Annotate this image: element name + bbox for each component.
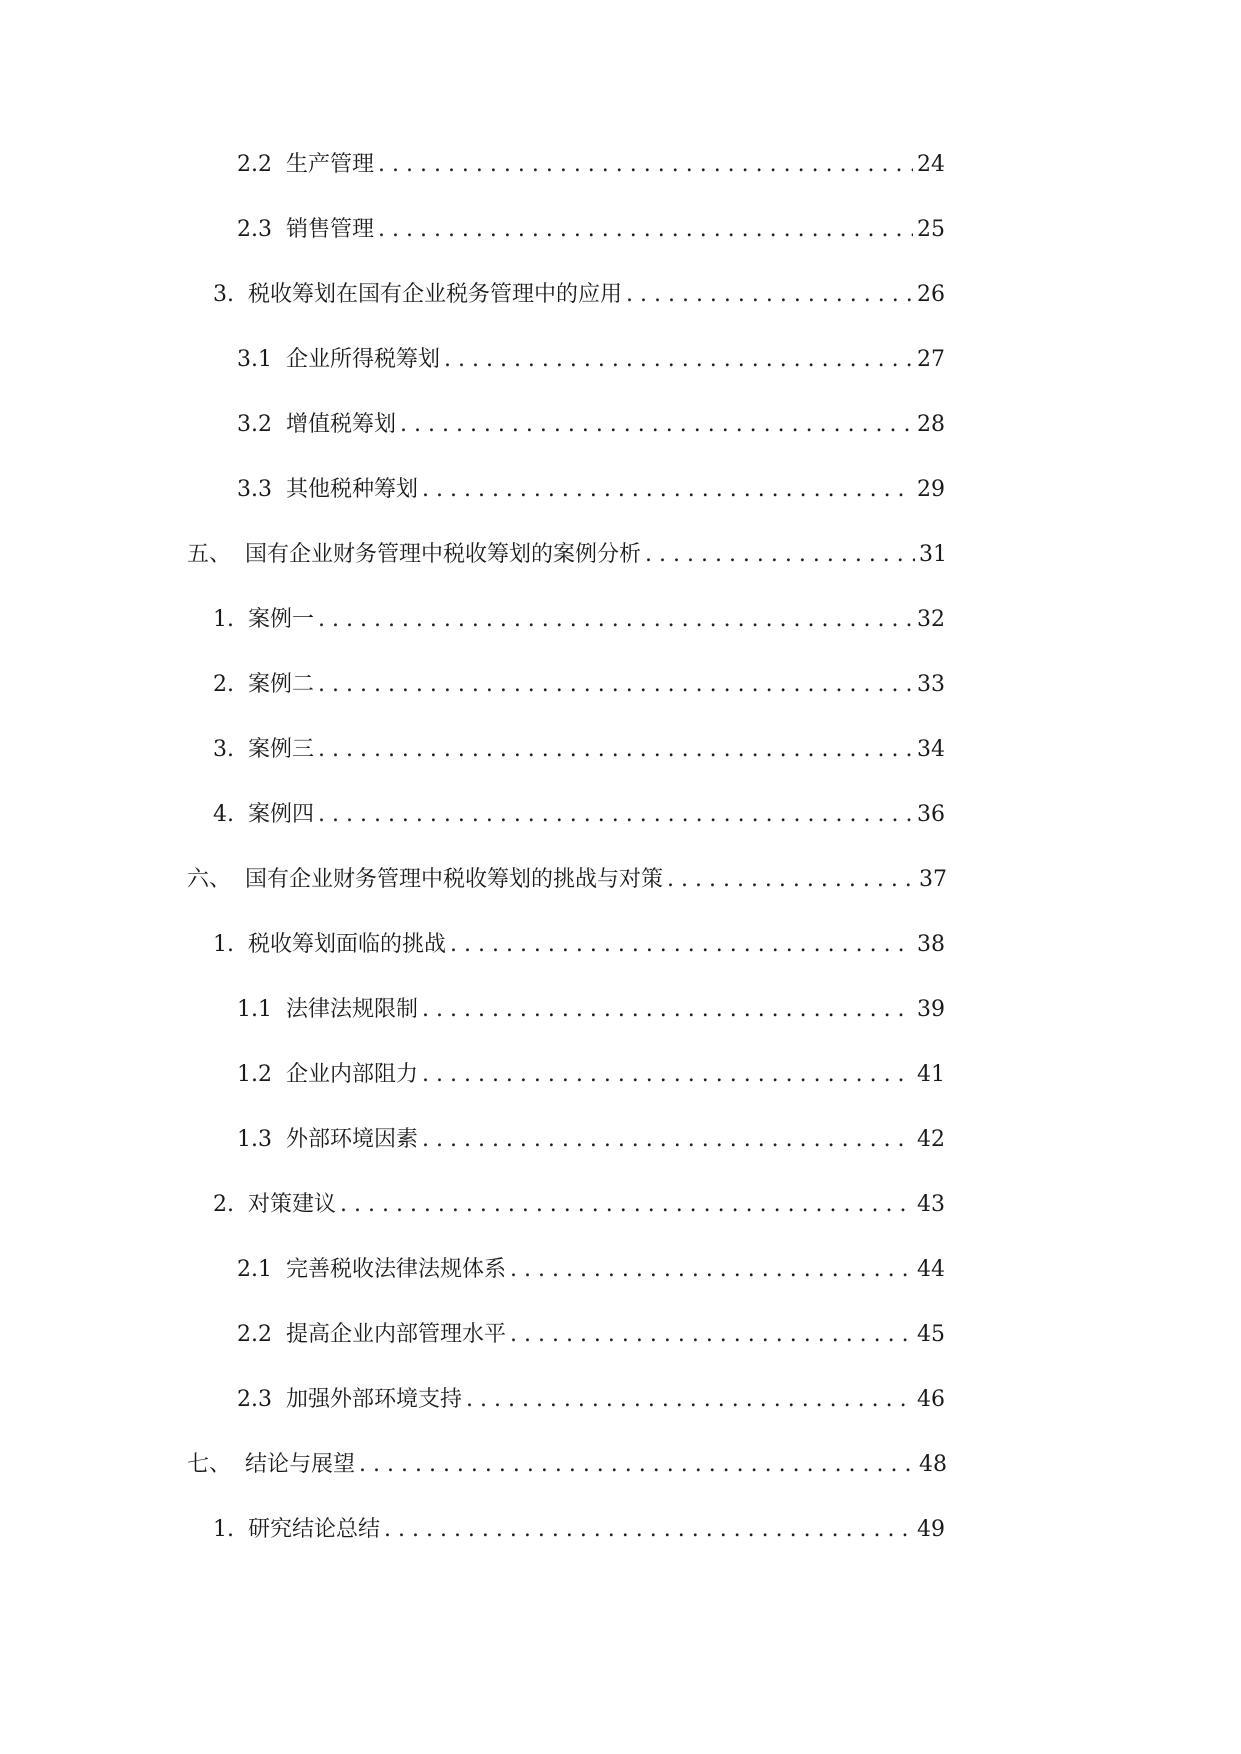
dot-leader [400,405,913,445]
toc-page-number: 38 [917,932,945,957]
toc-entry-case-4[interactable] [213,795,945,835]
toc-entry-title: 外部环境因素 [286,1127,419,1152]
toc-entry-2-3-external-support[interactable] [237,1380,945,1420]
toc-page-number: 34 [917,737,945,762]
toc-page-number: 43 [917,1192,945,1217]
toc-entry-number: 六、 [187,867,232,892]
toc-entry-title: 生产管理 [286,152,375,177]
toc-entry-title: 提高企业内部管理水平 [286,1322,507,1347]
toc-entry-title: 国有企业财务管理中税收筹划的案例分析 [245,542,642,567]
toc-entry-2-recommendations[interactable] [213,1185,945,1225]
toc-entry-number: 1. [213,1517,234,1542]
dot-leader [667,860,915,900]
dot-leader [378,145,913,185]
toc-entry-title: 企业所得税筹划 [286,347,441,372]
toc-entry-title: 对策建议 [248,1192,337,1217]
toc-entry-number: 2.3 [237,217,272,242]
toc-page-number: 41 [917,1062,945,1087]
toc-page-number: 28 [917,412,945,437]
toc-page-number: 39 [917,997,945,1022]
toc-entry-title: 税收筹划面临的挑战 [248,932,447,957]
toc-page-number: 46 [917,1387,945,1412]
toc-page-number: 31 [919,542,947,567]
toc-entry-title: 案例四 [248,802,315,827]
toc-entry-number: 1. [213,932,234,957]
toc-entry-number: 3.2 [237,412,272,437]
dot-leader [422,1120,913,1160]
toc-entry-number: 五、 [187,542,232,567]
toc-entry-title: 其他税种筹划 [286,477,419,502]
toc-entry-number: 2.1 [237,1257,272,1282]
toc-entry-title: 企业内部阻力 [286,1062,419,1087]
toc-page-number: 49 [917,1517,945,1542]
dot-leader [384,1510,913,1550]
toc-chapter-6-challenges-and-countermeasures[interactable] [187,860,947,900]
dot-leader [318,730,913,770]
dot-leader [318,665,913,705]
toc-page-number: 29 [917,477,945,502]
toc-page-number: 44 [917,1257,945,1282]
toc-entry-number: 1.3 [237,1127,272,1152]
toc-entry-title: 销售管理 [286,217,375,242]
dot-leader [444,340,913,380]
toc-entry-number: 3. [213,282,234,307]
toc-entry-3-1-corporate-income-tax[interactable] [237,340,945,380]
toc-entry-number: 2. [213,1192,234,1217]
toc-entry-2-1-improve-legal-system[interactable] [237,1250,945,1290]
toc-page-number: 27 [917,347,945,372]
toc-page-number: 32 [917,607,945,632]
toc-entry-3-tax-planning-application[interactable] [213,275,945,315]
toc-entry-title: 案例三 [248,737,315,762]
dot-leader [510,1250,913,1290]
toc-entry-1-1-legal-restrictions[interactable] [237,990,945,1030]
toc-entry-title: 加强外部环境支持 [286,1387,463,1412]
toc-entry-number: 1. [213,607,234,632]
toc-entry-title: 案例二 [248,672,315,697]
toc-page-number: 45 [917,1322,945,1347]
toc-entry-number: 2.2 [237,152,272,177]
dot-leader [422,1055,913,1095]
toc-entry-title: 完善税收法律法规体系 [286,1257,507,1282]
toc-page-number: 37 [919,867,947,892]
toc-entry-title: 案例一 [248,607,315,632]
dot-leader [422,470,913,510]
toc-entry-1-2-internal-resistance[interactable] [237,1055,945,1095]
dot-leader [645,535,915,575]
dot-leader [626,275,913,315]
toc-entry-1-challenges[interactable] [213,925,945,965]
toc-entry-2-2-production[interactable] [237,145,945,185]
toc-entry-title: 税收筹划在国有企业税务管理中的应用 [248,282,623,307]
dot-leader [318,600,913,640]
toc-page-number: 42 [917,1127,945,1152]
toc-entry-number: 1.1 [237,997,272,1022]
dot-leader [318,795,913,835]
toc-chapter-7-conclusion[interactable] [187,1445,947,1485]
toc-page-number: 36 [917,802,945,827]
toc-entry-2-2-improve-internal-management[interactable] [237,1315,945,1355]
toc-entry-case-3[interactable] [213,730,945,770]
toc-entry-number: 七、 [187,1452,232,1477]
toc-entry-title: 增值税筹划 [286,412,397,437]
toc-entry-3-2-vat[interactable] [237,405,945,445]
toc-entry-number: 3.1 [237,347,272,372]
toc-entry-number: 2. [213,672,234,697]
toc-entry-number: 1.2 [237,1062,272,1087]
toc-entry-number: 4. [213,802,234,827]
toc-entry-2-3-sales[interactable] [237,210,945,250]
toc-entry-title: 国有企业财务管理中税收筹划的挑战与对策 [245,867,664,892]
toc-page-number: 25 [917,217,945,242]
toc-entry-title: 法律法规限制 [286,997,419,1022]
toc-entry-title: 研究结论总结 [248,1517,381,1542]
dot-leader [378,210,913,250]
toc-page-number: 24 [917,152,945,177]
dot-leader [340,1185,913,1225]
toc-entry-title: 结论与展望 [245,1452,356,1477]
toc-entry-case-2[interactable] [213,665,945,705]
dot-leader [422,990,913,1030]
toc-entry-3-3-other-taxes[interactable] [237,470,945,510]
toc-page-number: 48 [919,1452,947,1477]
dot-leader [450,925,913,965]
toc-entry-1-3-external-factors[interactable] [237,1120,945,1160]
dot-leader [510,1315,913,1355]
toc-entry-1-research-conclusions[interactable] [213,1510,945,1550]
toc-page-number: 26 [917,282,945,307]
dot-leader [359,1445,915,1485]
toc-entry-number: 2.3 [237,1387,272,1412]
toc-chapter-5-case-analysis[interactable] [187,535,947,575]
toc-page-number: 33 [917,672,945,697]
dot-leader [466,1380,913,1420]
toc-entry-number: 3.3 [237,477,272,502]
toc-entry-number: 3. [213,737,234,762]
toc-entry-case-1[interactable] [213,600,945,640]
toc-entry-number: 2.2 [237,1322,272,1347]
